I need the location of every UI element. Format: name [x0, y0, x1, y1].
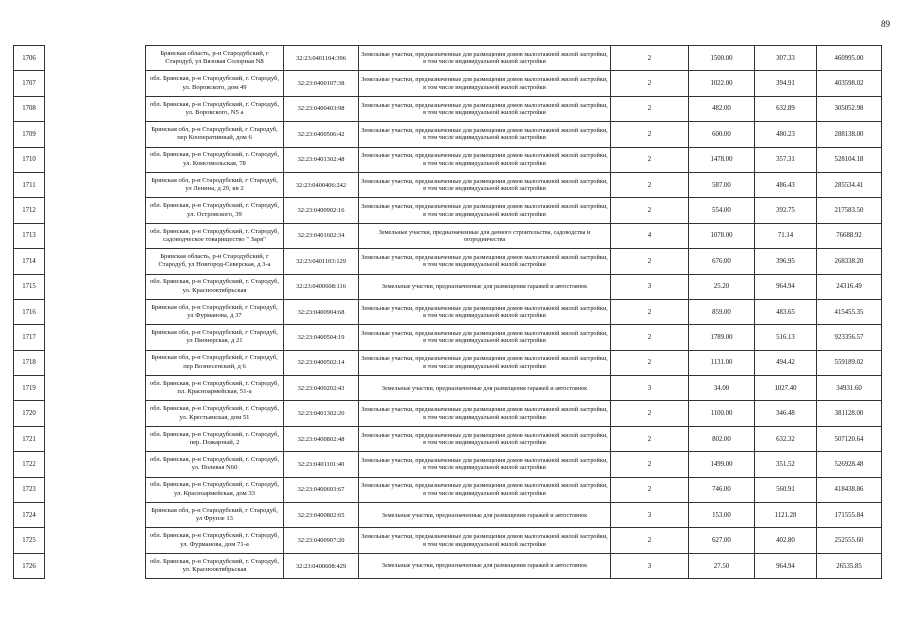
group-number-cell: 2	[611, 122, 689, 147]
row-number-cell: 1724	[14, 503, 45, 528]
cadastral-value-cell: 528104.18	[817, 147, 882, 172]
table-row	[14, 249, 882, 274]
area-cell: 1100.00	[689, 401, 755, 426]
cadastral-number-cell: 32:23:0400107:38	[284, 71, 359, 96]
cadastral-number-cell: 32:23:0400406:242	[284, 172, 359, 197]
blank-cell	[45, 147, 146, 172]
group-number-cell: 2	[611, 96, 689, 121]
blank-cell	[45, 249, 146, 274]
blank-cell	[45, 553, 146, 578]
row-number-cell: 1710	[14, 147, 45, 172]
address-cell: Брянская обл, р-н Стародубский, г Стародуб, ул Фрунзе 13	[146, 503, 284, 528]
specific-value-cell: 480.23	[755, 122, 817, 147]
land-use-description-cell: Земельные участки, предназначенные для размещения гаражей и автостоянок	[359, 274, 611, 299]
specific-value-cell: 307.33	[755, 46, 817, 71]
cadastral-number-cell: 32:23:0400504:19	[284, 325, 359, 350]
address-cell: обл. Брянская, р-н Стародубский, г. Стародуб, садоводческое товарищество " Заря"	[146, 223, 284, 248]
table-row	[14, 426, 882, 451]
blank-cell	[45, 401, 146, 426]
land-use-description-cell: Земельные участки, предназначенные для размещения домов малоэтажной жилой застройки, в том числе индивидуальной жилой застройки	[359, 198, 611, 223]
area-cell: 1789.00	[689, 325, 755, 350]
cadastral-number-cell: 32:23:0400802:65	[284, 503, 359, 528]
cadastral-number-cell: 32:23:0400608:116	[284, 274, 359, 299]
row-number-cell: 1721	[14, 426, 45, 451]
specific-value-cell: 632.89	[755, 96, 817, 121]
cadastral-number-cell: 32:23:0400403:98	[284, 96, 359, 121]
address-cell: обл. Брянская, р-н Стародубский, г. Стародуб, ул. Островского, 39	[146, 198, 284, 223]
cadastral-value-cell: 285534.41	[817, 172, 882, 197]
specific-value-cell: 71.14	[755, 223, 817, 248]
cadastral-number-cell: 32:23:0400603:67	[284, 477, 359, 502]
blank-cell	[45, 528, 146, 553]
group-number-cell: 4	[611, 223, 689, 248]
address-cell: обл. Брянская, р-н Стародубский, г. Стародуб, пер. Пожарный, 2	[146, 426, 284, 451]
cadastral-value-cell: 559189.02	[817, 350, 882, 375]
address-cell: обл. Брянская, р-н Стародубский, г. Стародуб, ул. Краснооктябрьская	[146, 553, 284, 578]
cadastral-value-cell: 415455.35	[817, 299, 882, 324]
area-cell: 34.00	[689, 376, 755, 401]
specific-value-cell: 346.48	[755, 401, 817, 426]
land-use-description-cell: Земельные участки, предназначенные для размещения домов малоэтажной жилой застройки, в том числе индивидуальной жилой застройки	[359, 350, 611, 375]
group-number-cell: 2	[611, 147, 689, 172]
address-cell: Брянская обл, р-н Стародубский, г Стародуб, ул Ленина, д 29, кв 2	[146, 172, 284, 197]
blank-cell	[45, 299, 146, 324]
group-number-cell: 2	[611, 172, 689, 197]
cadastral-value-cell: 26535.85	[817, 553, 882, 578]
cadastral-number-cell: 32:23:0401101:40	[284, 452, 359, 477]
land-parcels-table	[13, 45, 882, 579]
row-number-cell: 1713	[14, 223, 45, 248]
group-number-cell: 3	[611, 553, 689, 578]
row-number-cell: 1715	[14, 274, 45, 299]
area-cell: 482.00	[689, 96, 755, 121]
row-number-cell: 1707	[14, 71, 45, 96]
group-number-cell: 2	[611, 401, 689, 426]
blank-cell	[45, 122, 146, 147]
row-number-cell: 1711	[14, 172, 45, 197]
land-use-description-cell: Земельные участки, предназначенные для размещения домов малоэтажной жилой застройки, в том числе индивидуальной жилой застройки	[359, 528, 611, 553]
specific-value-cell: 394.91	[755, 71, 817, 96]
cadastral-value-cell: 252555.60	[817, 528, 882, 553]
group-number-cell: 2	[611, 198, 689, 223]
blank-cell	[45, 350, 146, 375]
row-number-cell: 1717	[14, 325, 45, 350]
group-number-cell: 2	[611, 249, 689, 274]
area-cell: 600.00	[689, 122, 755, 147]
table-row	[14, 376, 882, 401]
table-row	[14, 528, 882, 553]
land-use-description-cell: Земельные участки, предназначенные для размещения домов малоэтажной жилой застройки, в том числе индивидуальной жилой застройки	[359, 325, 611, 350]
land-use-description-cell: Земельные участки, предназначенные для размещения домов малоэтажной жилой застройки, в том числе индивидуальной жилой застройки	[359, 477, 611, 502]
land-use-description-cell: Земельные участки, предназначенные для дачного строительства, садоводства и огородничества	[359, 223, 611, 248]
address-cell: Брянская область, р-н Стародубский, г Стародуб, ул Новгород-Северская, д 3-а	[146, 249, 284, 274]
address-cell: обл. Брянская, р-н Стародубский, г. Стародуб, ул. Красноармейская, дом 33	[146, 477, 284, 502]
table-row	[14, 452, 882, 477]
land-use-description-cell: Земельные участки, предназначенные для размещения домов малоэтажной жилой застройки, в том числе индивидуальной жилой застройки	[359, 71, 611, 96]
blank-cell	[45, 477, 146, 502]
blank-cell	[45, 503, 146, 528]
specific-value-cell: 351.52	[755, 452, 817, 477]
land-use-description-cell: Земельные участки, предназначенные для размещения домов малоэтажной жилой застройки, в том числе индивидуальной жилой застройки	[359, 452, 611, 477]
area-cell: 1478.00	[689, 147, 755, 172]
cadastral-number-cell: 32:23:0400202:43	[284, 376, 359, 401]
blank-cell	[45, 452, 146, 477]
cadastral-value-cell: 305052.98	[817, 96, 882, 121]
page-number: 89	[881, 19, 890, 29]
cadastral-value-cell: 217583.50	[817, 198, 882, 223]
area-cell: 859.00	[689, 299, 755, 324]
area-cell: 1499.00	[689, 452, 755, 477]
specific-value-cell: 402.80	[755, 528, 817, 553]
address-cell: обл. Брянская, р-н Стародубский, г. Стародуб, ул. Воровского, N5 а	[146, 96, 284, 121]
cadastral-value-cell: 171555.84	[817, 503, 882, 528]
blank-cell	[45, 426, 146, 451]
address-cell: Брянская обл, р-н Стародубский, г Стародуб, пер Вознесенский, д 6	[146, 350, 284, 375]
row-number-cell: 1718	[14, 350, 45, 375]
cadastral-number-cell: 32:23:0401104:396	[284, 46, 359, 71]
group-number-cell: 2	[611, 350, 689, 375]
address-cell: обл. Брянская, р-н Стародубский, г. Стародуб, ул. Полевая N60	[146, 452, 284, 477]
specific-value-cell: 632.32	[755, 426, 817, 451]
blank-cell	[45, 274, 146, 299]
cadastral-value-cell: 268338.20	[817, 249, 882, 274]
cadastral-number-cell: 32:23:0401302:20	[284, 401, 359, 426]
land-use-description-cell: Земельные участки, предназначенные для размещения домов малоэтажной жилой застройки, в том числе индивидуальной жилой застройки	[359, 172, 611, 197]
row-number-cell: 1716	[14, 299, 45, 324]
blank-cell	[45, 46, 146, 71]
row-number-cell: 1712	[14, 198, 45, 223]
cadastral-number-cell: 32:23:0400907:20	[284, 528, 359, 553]
cadastral-number-cell: 32:23:0400502:14	[284, 350, 359, 375]
row-number-cell: 1720	[14, 401, 45, 426]
cadastral-value-cell: 34931.60	[817, 376, 882, 401]
cadastral-value-cell: 418438.86	[817, 477, 882, 502]
area-cell: 1131.00	[689, 350, 755, 375]
cadastral-value-cell: 24316.49	[817, 274, 882, 299]
blank-cell	[45, 198, 146, 223]
cadastral-value-cell: 507120.64	[817, 426, 882, 451]
land-use-description-cell: Земельные участки, предназначенные для размещения домов малоэтажной жилой застройки, в том числе индивидуальной жилой застройки	[359, 147, 611, 172]
group-number-cell: 2	[611, 71, 689, 96]
area-cell: 27.50	[689, 553, 755, 578]
area-cell: 25.20	[689, 274, 755, 299]
cadastral-number-cell: 32:23:0400506:42	[284, 122, 359, 147]
row-number-cell: 1709	[14, 122, 45, 147]
land-use-description-cell: Земельные участки, предназначенные для размещения домов малоэтажной жилой застройки, в том числе индивидуальной жилой застройки	[359, 299, 611, 324]
address-cell: обл. Брянская, р-н Стародубский, г. Стародуб, ул. Краснооктябрьская	[146, 274, 284, 299]
area-cell: 587.00	[689, 172, 755, 197]
table-row	[14, 325, 882, 350]
table-row	[14, 553, 882, 578]
specific-value-cell: 396.95	[755, 249, 817, 274]
group-number-cell: 2	[611, 426, 689, 451]
specific-value-cell: 964.94	[755, 274, 817, 299]
blank-cell	[45, 376, 146, 401]
cadastral-number-cell: 32:23:0401103:129	[284, 249, 359, 274]
cadastral-number-cell: 32:23:0401602:34	[284, 223, 359, 248]
area-cell: 802.00	[689, 426, 755, 451]
table-row	[14, 299, 882, 324]
table-row	[14, 223, 882, 248]
group-number-cell: 2	[611, 528, 689, 553]
cadastral-number-cell: 32:23:0400902:16	[284, 198, 359, 223]
cadastral-value-cell: 381128.00	[817, 401, 882, 426]
specific-value-cell: 357.31	[755, 147, 817, 172]
group-number-cell: 3	[611, 503, 689, 528]
row-number-cell: 1719	[14, 376, 45, 401]
group-number-cell: 2	[611, 299, 689, 324]
table-row	[14, 274, 882, 299]
table-row	[14, 503, 882, 528]
row-number-cell: 1714	[14, 249, 45, 274]
specific-value-cell: 516.13	[755, 325, 817, 350]
cadastral-value-cell: 526928.48	[817, 452, 882, 477]
blank-cell	[45, 325, 146, 350]
cadastral-value-cell: 923356.57	[817, 325, 882, 350]
table-row	[14, 198, 882, 223]
cadastral-value-cell: 403598.02	[817, 71, 882, 96]
row-number-cell: 1706	[14, 46, 45, 71]
land-use-description-cell: Земельные участки, предназначенные для размещения домов малоэтажной жилой застройки, в том числе индивидуальной жилой застройки	[359, 426, 611, 451]
group-number-cell: 2	[611, 325, 689, 350]
blank-cell	[45, 223, 146, 248]
table-row	[14, 96, 882, 121]
area-cell: 746.00	[689, 477, 755, 502]
cadastral-value-cell: 460995.00	[817, 46, 882, 71]
land-use-description-cell: Земельные участки, предназначенные для размещения гаражей и автостоянок	[359, 503, 611, 528]
address-cell: Брянская обл, р-н Стародубский, г Стародуб, пер Кооперативный, дом 6	[146, 122, 284, 147]
specific-value-cell: 1121.28	[755, 503, 817, 528]
address-cell: обл. Брянская, р-н Стародубский, г. Стародуб, ул. Комсомольская, 78	[146, 147, 284, 172]
blank-cell	[45, 71, 146, 96]
cadastral-number-cell: 32:23:0400802:48	[284, 426, 359, 451]
area-cell: 554.00	[689, 198, 755, 223]
table-row	[14, 122, 882, 147]
area-cell: 1500.00	[689, 46, 755, 71]
cadastral-value-cell: 288138.00	[817, 122, 882, 147]
address-cell: Брянская область, р-н Стародубский, г Стародуб, ул Вязовая Солорная N8	[146, 46, 284, 71]
row-number-cell: 1725	[14, 528, 45, 553]
land-use-description-cell: Земельные участки, предназначенные для размещения домов малоэтажной жилой застройки, в том числе индивидуальной жилой застройки	[359, 249, 611, 274]
table-row	[14, 172, 882, 197]
group-number-cell: 2	[611, 477, 689, 502]
area-cell: 1022.00	[689, 71, 755, 96]
cadastral-number-cell: 32:23:0401302:48	[284, 147, 359, 172]
address-cell: обл. Брянская, р-н Стародубский, г. Стародуб, ул. Воровского, дом 49	[146, 71, 284, 96]
land-use-description-cell: Земельные участки, предназначенные для размещения домов малоэтажной жилой застройки, в том числе индивидуальной жилой застройки	[359, 122, 611, 147]
area-cell: 627.00	[689, 528, 755, 553]
table-row	[14, 71, 882, 96]
area-cell: 676.00	[689, 249, 755, 274]
row-number-cell: 1723	[14, 477, 45, 502]
row-number-cell: 1722	[14, 452, 45, 477]
row-number-cell: 1708	[14, 96, 45, 121]
specific-value-cell: 964.94	[755, 553, 817, 578]
address-cell: обл. Брянская, р-н Стародубский, г. Стародуб, пл. Красноармейская, 51-а	[146, 376, 284, 401]
specific-value-cell: 560.91	[755, 477, 817, 502]
specific-value-cell: 1027.40	[755, 376, 817, 401]
land-use-description-cell: Земельные участки, предназначенные для размещения домов малоэтажной жилой застройки, в том числе индивидуальной жилой застройки	[359, 96, 611, 121]
group-number-cell: 3	[611, 274, 689, 299]
cadastral-number-cell: 32:23:0400608:429	[284, 553, 359, 578]
table-row	[14, 46, 882, 71]
table-row	[14, 350, 882, 375]
cadastral-number-cell: 32:23:0400904:68	[284, 299, 359, 324]
cadastral-value-cell: 76688.92	[817, 223, 882, 248]
area-cell: 153.00	[689, 503, 755, 528]
specific-value-cell: 392.75	[755, 198, 817, 223]
blank-cell	[45, 172, 146, 197]
land-use-description-cell: Земельные участки, предназначенные для размещения гаражей и автостоянок	[359, 376, 611, 401]
address-cell: обл. Брянская, р-н Стародубский, г. Стародуб, ул. Крестьянская, дом 51	[146, 401, 284, 426]
specific-value-cell: 486.43	[755, 172, 817, 197]
table-row	[14, 477, 882, 502]
group-number-cell: 3	[611, 376, 689, 401]
land-use-description-cell: Земельные участки, предназначенные для размещения домов малоэтажной жилой застройки, в том числе индивидуальной жилой застройки	[359, 46, 611, 71]
address-cell: обл. Брянская, р-н Стародубский, г. Стародуб, ул. Фурманова, дом 71-а	[146, 528, 284, 553]
land-use-description-cell: Земельные участки, предназначенные для размещения гаражей и автостоянок	[359, 553, 611, 578]
address-cell: Брянская обл, р-н Стародубский, г Стародуб, ул Фурманова, д 37	[146, 299, 284, 324]
table-row	[14, 401, 882, 426]
table-body	[14, 46, 882, 579]
specific-value-cell: 483.65	[755, 299, 817, 324]
table-row	[14, 147, 882, 172]
address-cell: Брянская обл, р-н Стародубский, г Стародуб, ул Пионерская, д 21	[146, 325, 284, 350]
area-cell: 1078.00	[689, 223, 755, 248]
group-number-cell: 2	[611, 46, 689, 71]
land-use-description-cell: Земельные участки, предназначенные для размещения домов малоэтажной жилой застройки, в том числе индивидуальной жилой застройки	[359, 401, 611, 426]
blank-cell	[45, 96, 146, 121]
specific-value-cell: 494.42	[755, 350, 817, 375]
group-number-cell: 2	[611, 452, 689, 477]
row-number-cell: 1726	[14, 553, 45, 578]
